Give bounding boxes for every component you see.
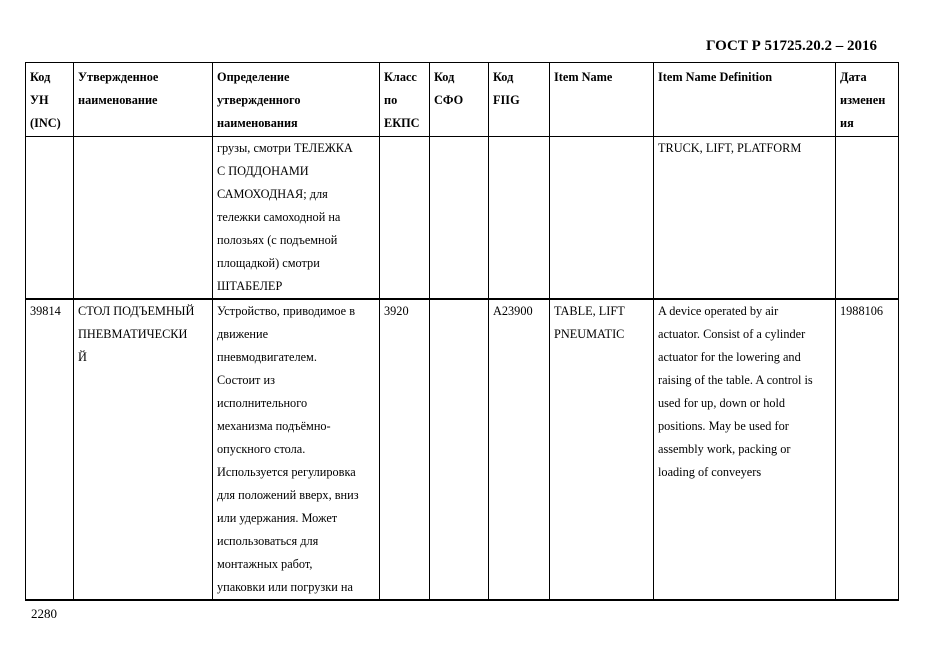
table-row-continuation: [26, 137, 899, 300]
cell-text-line: монтажных работ,: [217, 557, 313, 571]
header-text-line: (INC): [30, 116, 61, 130]
header-text-line: Определение: [217, 70, 290, 84]
cell-text-line: actuator for the lowering and: [658, 350, 801, 364]
document-title: ГОСТ Р 51725.20.2 – 2016: [706, 38, 878, 54]
header-text-line: Утвержденное: [78, 70, 159, 84]
cell-text-line: Й: [78, 350, 87, 364]
cell-text-line: тележки самоходной на: [217, 210, 341, 224]
cell-item-name-definition: [654, 137, 836, 300]
cell-text-line: грузы, смотри ТЕЛЕЖКА: [217, 141, 353, 155]
cell-text-line: движение: [217, 327, 269, 341]
cell-text-line: A device operated by air: [658, 304, 779, 318]
page-number: 2280: [31, 606, 57, 621]
header-code-sfo: [430, 63, 489, 137]
cell-text-line: или удержания. Может: [217, 511, 338, 525]
cell-code-sfo: [430, 299, 489, 600]
cell-text-line: 39814: [30, 304, 61, 318]
header-text-line: утвержденного: [217, 93, 301, 107]
cell-text-line: для положений вверх, вниз: [217, 488, 359, 502]
cell-text-line: Используется регулировка: [217, 465, 356, 479]
cell-text-line: loading of conveyers: [658, 465, 762, 479]
cell-text-line: 3920: [384, 304, 409, 318]
cell-text-line: пневмодвигателем.: [217, 350, 317, 364]
cell-approved-name: [74, 137, 213, 300]
header-code-inc: [26, 63, 74, 137]
cell-text-line: площадкой) смотри: [217, 256, 320, 270]
header-text-line: Код: [434, 70, 455, 84]
header-text-line: СФО: [434, 93, 464, 107]
cell-text-line: positions. May be used for: [658, 419, 789, 433]
cell-approved-name: [74, 299, 213, 600]
header-text-line: Item Name Definition: [658, 70, 773, 84]
header-text-line: УН: [30, 93, 49, 107]
header-text-line: ия: [840, 116, 854, 130]
header-text-line: по: [384, 93, 398, 107]
cell-text-line: raising of the table. A control is: [658, 373, 813, 387]
catalog-table: [25, 62, 899, 601]
header-text-line: изменен: [840, 93, 886, 107]
cell-code-sfo: [430, 137, 489, 300]
header-text-line: Item Name: [554, 70, 613, 84]
cell-text-line: САМОХОДНАЯ; для: [217, 187, 328, 201]
header-code-fiig: [489, 63, 550, 137]
cell-code-inc: [26, 137, 74, 300]
cell-class-ekps: [380, 299, 430, 600]
cell-text-line: механизма подъёмно-: [217, 419, 331, 433]
cell-item-name: [550, 137, 654, 300]
table-row-39814: [26, 299, 899, 600]
cell-text-line: TABLE, LIFT: [554, 304, 625, 318]
cell-text-line: использоваться для: [217, 534, 319, 548]
cell-text-line: TRUCK, LIFT, PLATFORM: [658, 141, 802, 155]
cell-text-line: С ПОДДОНАМИ: [217, 164, 309, 178]
header-text-line: Код: [30, 70, 51, 84]
header-text-line: Код: [493, 70, 514, 84]
cell-change-date: [836, 299, 899, 600]
header-definition: [213, 63, 380, 137]
cell-text-line: actuator. Consist of a cylinder: [658, 327, 806, 341]
header-text-line: наименование: [78, 93, 158, 107]
header-text-line: Дата: [840, 70, 867, 84]
cell-text-line: A23900: [493, 304, 533, 318]
cell-code-inc: [26, 299, 74, 600]
cell-text-line: used for up, down or hold: [658, 396, 786, 410]
cell-item-name-definition: [654, 299, 836, 600]
cell-text-line: ШТАБЕЛЕР: [217, 279, 283, 293]
header-class-ekps: [380, 63, 430, 137]
cell-change-date: [836, 137, 899, 300]
cell-code-fiig: [489, 137, 550, 300]
header-approved-name: [74, 63, 213, 137]
cell-text-line: полозьях (с подъемной: [217, 233, 338, 247]
cell-definition: [213, 137, 380, 300]
header-text-line: ЕКПС: [384, 116, 420, 130]
cell-class-ekps: [380, 137, 430, 300]
cell-text-line: 1988106: [840, 304, 884, 318]
header-change-date: [836, 63, 899, 137]
table-header-row: [26, 63, 899, 137]
cell-text-line: ПНЕВМАТИЧЕСКИ: [78, 327, 188, 341]
cell-definition: [213, 299, 380, 600]
cell-text-line: упаковки или погрузки на: [217, 580, 353, 594]
header-item-name: [550, 63, 654, 137]
cell-text-line: опускного стола.: [217, 442, 306, 456]
cell-item-name: [550, 299, 654, 600]
cell-text-line: СТОЛ ПОДЪЕМНЫЙ: [78, 304, 195, 318]
header-text-line: Класс: [384, 70, 417, 84]
cell-text-line: PNEUMATIC: [554, 327, 625, 341]
cell-text-line: Устройство, приводимое в: [217, 304, 356, 318]
header-text-line: наименования: [217, 116, 298, 130]
cell-text-line: исполнительного: [217, 396, 308, 410]
cell-text-line: Состоит из: [217, 373, 275, 387]
header-text-line: FIIG: [493, 93, 520, 107]
cell-code-fiig: [489, 299, 550, 600]
cell-text-line: assembly work, packing or: [658, 442, 791, 456]
header-item-name-definition: [654, 63, 836, 137]
